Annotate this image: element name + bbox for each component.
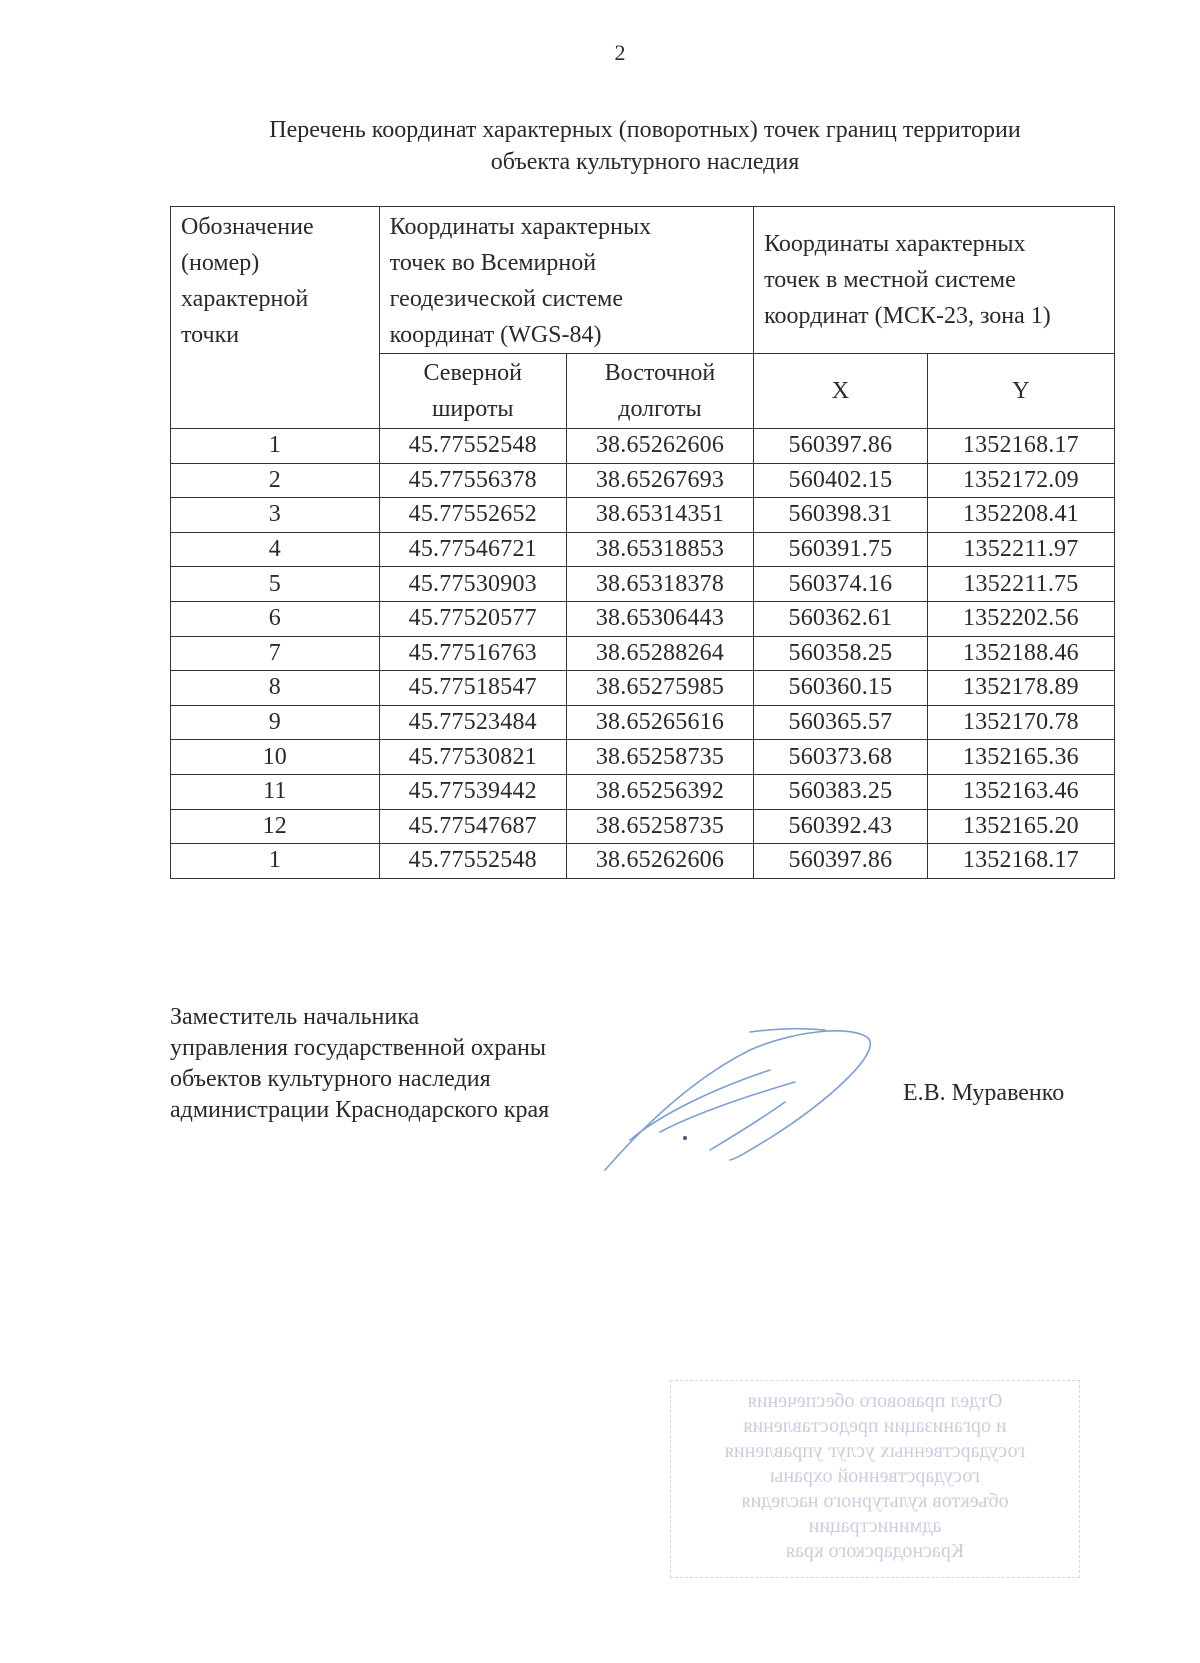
table-body bbox=[171, 429, 1115, 879]
east-longitude-cell: 38.65288264 bbox=[566, 636, 753, 671]
x-coordinate-cell: 560391.75 bbox=[754, 532, 928, 567]
table-row bbox=[171, 429, 1115, 464]
east-longitude-cell: 38.65262606 bbox=[566, 429, 753, 464]
point-number-cell: 10 bbox=[171, 740, 380, 775]
north-latitude-cell: 45.77552652 bbox=[379, 498, 566, 533]
coordinates-table bbox=[170, 206, 1115, 879]
x-coordinate-cell: 560365.57 bbox=[754, 705, 928, 740]
table-row bbox=[171, 498, 1115, 533]
table-row bbox=[171, 705, 1115, 740]
signer-position-line: администрации Краснодарского края bbox=[170, 1097, 550, 1123]
east-longitude-cell: 38.65262606 bbox=[566, 844, 753, 879]
north-latitude-cell: 45.77530903 bbox=[379, 567, 566, 602]
y-coordinate-cell: 1352170.78 bbox=[927, 705, 1114, 740]
north-latitude-cell: 45.77546721 bbox=[379, 532, 566, 567]
east-longitude-cell: 38.65314351 bbox=[566, 498, 753, 533]
north-latitude-cell: 45.77552548 bbox=[379, 429, 566, 464]
north-latitude-cell: 45.77552548 bbox=[379, 844, 566, 879]
header-x: X bbox=[754, 354, 928, 429]
north-latitude-cell: 45.77516763 bbox=[379, 636, 566, 671]
point-number-cell: 1 bbox=[171, 429, 380, 464]
signer-name: Е.В. Муравенко bbox=[903, 1080, 1065, 1106]
table-row bbox=[171, 463, 1115, 498]
point-number-cell: 4 bbox=[171, 532, 380, 567]
y-coordinate-cell: 1352168.17 bbox=[927, 844, 1114, 879]
signer-position-line: объектов культурного наследия bbox=[170, 1066, 491, 1092]
header-north-latitude: Северной широты bbox=[379, 354, 566, 429]
x-coordinate-cell: 560397.86 bbox=[754, 429, 928, 464]
x-coordinate-cell: 560383.25 bbox=[754, 774, 928, 809]
point-number-cell: 2 bbox=[171, 463, 380, 498]
north-latitude-cell: 45.77523484 bbox=[379, 705, 566, 740]
document-title bbox=[170, 114, 1120, 178]
signer-position bbox=[170, 1002, 549, 1126]
header-designation: Обозначение (номер) характерной точки bbox=[171, 207, 380, 429]
east-longitude-cell: 38.65275985 bbox=[566, 671, 753, 706]
x-coordinate-cell: 560398.31 bbox=[754, 498, 928, 533]
east-longitude-cell: 38.65267693 bbox=[566, 463, 753, 498]
y-coordinate-cell: 1352208.41 bbox=[927, 498, 1114, 533]
handwritten-signature bbox=[600, 1020, 900, 1180]
table-row bbox=[171, 809, 1115, 844]
table-row bbox=[171, 636, 1115, 671]
y-coordinate-cell: 1352163.46 bbox=[927, 774, 1114, 809]
east-longitude-cell: 38.65318378 bbox=[566, 567, 753, 602]
y-coordinate-cell: 1352211.75 bbox=[927, 567, 1114, 602]
north-latitude-cell: 45.77556378 bbox=[379, 463, 566, 498]
x-coordinate-cell: 560358.25 bbox=[754, 636, 928, 671]
east-longitude-cell: 38.65258735 bbox=[566, 740, 753, 775]
north-latitude-cell: 45.77547687 bbox=[379, 809, 566, 844]
x-coordinate-cell: 560374.16 bbox=[754, 567, 928, 602]
table-row bbox=[171, 671, 1115, 706]
y-coordinate-cell: 1352202.56 bbox=[927, 601, 1114, 636]
x-coordinate-cell: 560360.15 bbox=[754, 671, 928, 706]
y-coordinate-cell: 1352172.09 bbox=[927, 463, 1114, 498]
table-row bbox=[171, 774, 1115, 809]
point-number-cell: 6 bbox=[171, 601, 380, 636]
table-row bbox=[171, 567, 1115, 602]
point-number-cell: 11 bbox=[171, 774, 380, 809]
x-coordinate-cell: 560362.61 bbox=[754, 601, 928, 636]
point-number-cell: 9 bbox=[171, 705, 380, 740]
table-row bbox=[171, 532, 1115, 567]
x-coordinate-cell: 560397.86 bbox=[754, 844, 928, 879]
x-coordinate-cell: 560402.15 bbox=[754, 463, 928, 498]
x-coordinate-cell: 560373.68 bbox=[754, 740, 928, 775]
east-longitude-cell: 38.65258735 bbox=[566, 809, 753, 844]
point-number-cell: 1 bbox=[171, 844, 380, 879]
y-coordinate-cell: 1352211.97 bbox=[927, 532, 1114, 567]
title-line-1: Перечень координат характерных (поворотных) точек границ территории bbox=[269, 117, 1021, 143]
title-line-2: объекта культурного наследия bbox=[490, 149, 800, 175]
north-latitude-cell: 45.77518547 bbox=[379, 671, 566, 706]
north-latitude-cell: 45.77539442 bbox=[379, 774, 566, 809]
table-row bbox=[171, 844, 1115, 879]
point-number-cell: 3 bbox=[171, 498, 380, 533]
east-longitude-cell: 38.65318853 bbox=[566, 532, 753, 567]
faded-stamp: Отдел правового обеспечения и организации предоставления государственных услуг управления государственной охраны объектов культурного наследия администрации Краснодарского края bbox=[670, 1380, 1080, 1578]
table-row bbox=[171, 740, 1115, 775]
point-number-cell: 5 bbox=[171, 567, 380, 602]
header-wgs84: Координаты характерных точек во Всемирной геодезической системе координат (WGS-84) bbox=[379, 207, 753, 354]
signer-position-line: Заместитель начальника bbox=[170, 1004, 420, 1030]
y-coordinate-cell: 1352168.17 bbox=[927, 429, 1114, 464]
header-east-longitude: Восточной долготы bbox=[566, 354, 753, 429]
point-number-cell: 12 bbox=[171, 809, 380, 844]
north-latitude-cell: 45.77520577 bbox=[379, 601, 566, 636]
page-number: 2 bbox=[614, 40, 626, 65]
x-coordinate-cell: 560392.43 bbox=[754, 809, 928, 844]
east-longitude-cell: 38.65265616 bbox=[566, 705, 753, 740]
point-number-cell: 7 bbox=[171, 636, 380, 671]
table-row bbox=[171, 601, 1115, 636]
y-coordinate-cell: 1352188.46 bbox=[927, 636, 1114, 671]
header-y: Y bbox=[927, 354, 1114, 429]
north-latitude-cell: 45.77530821 bbox=[379, 740, 566, 775]
east-longitude-cell: 38.65306443 bbox=[566, 601, 753, 636]
signer-position-line: управления государственной охраны bbox=[170, 1035, 546, 1061]
east-longitude-cell: 38.65256392 bbox=[566, 774, 753, 809]
y-coordinate-cell: 1352178.89 bbox=[927, 671, 1114, 706]
point-number-cell: 8 bbox=[171, 671, 380, 706]
y-coordinate-cell: 1352165.36 bbox=[927, 740, 1114, 775]
y-coordinate-cell: 1352165.20 bbox=[927, 809, 1114, 844]
header-msk23: Координаты характерных точек в местной системе координат (МСК-23, зона 1) bbox=[754, 207, 1115, 354]
